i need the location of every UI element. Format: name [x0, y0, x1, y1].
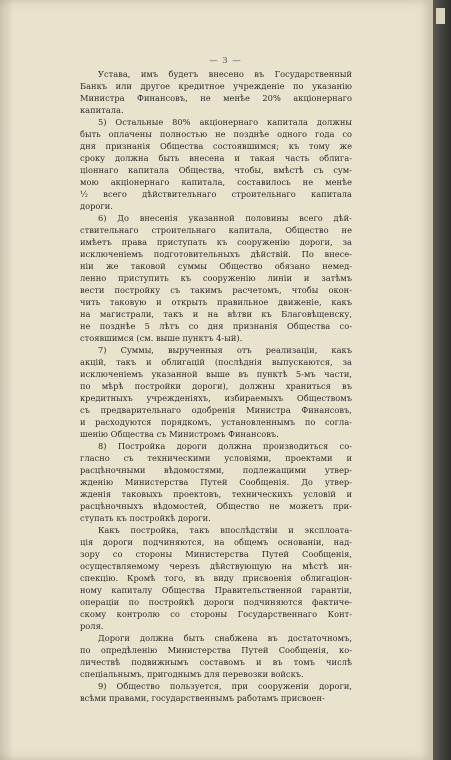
body-text — [80, 68, 352, 704]
text-line: и расходуются порядкомъ, установленнымъ по согла- — [80, 417, 352, 427]
text-line: исключеніемъ подготовительныхъ дѣйствій. По внесе- — [80, 249, 352, 259]
text-line: по опредѣленію Министерства Путей Сообщенія, ко- — [80, 645, 352, 655]
text-line: ленно приступить къ сооруженію линіи и затѣмъ — [80, 273, 352, 283]
text-line: спекцію. Кромѣ того, въ виду присвоенія облигаціон- — [80, 573, 352, 583]
text-line: ціоннаго капитала Общества, чтобы, вмѣстѣ съ сум- — [80, 165, 352, 175]
page-number: — 3 — — [209, 56, 242, 66]
text-line: дороги. — [80, 201, 113, 211]
paragraph — [80, 344, 352, 440]
text-line: расцѣночныхъ вѣдомостей, Общество не можетъ при- — [80, 501, 352, 511]
text-line: Какъ постройка, такъ впослѣдствіи и эксплоата- — [98, 525, 352, 535]
text-line: 6) До внесенія указанной половины всего дѣй- — [98, 213, 352, 223]
text-line: исключеніемъ указанной выше въ пунктѣ 5-мъ части, — [80, 369, 352, 379]
text-line: ½ всего дѣйствительнаго строительнаго капитала — [80, 189, 352, 199]
paragraph — [80, 116, 352, 212]
text-line: шенію Общества съ Министромъ Финансовъ. — [80, 429, 279, 439]
text-line: имѣетъ права приступать къ сооруженію дороги, за — [80, 237, 352, 247]
text-line: ніи же таковой суммы Общество обязано немед- — [80, 261, 352, 271]
text-line: ствительнаго строительнаго капитала, Общество не — [80, 225, 352, 235]
text-line: дня признанія Общества состоявшимся; къ тому же — [80, 141, 352, 151]
text-line: стоявшимся (см. выше пунктъ 4-ый). — [80, 333, 243, 343]
text-line: 8) Постройка дороги должна производиться со- — [98, 441, 352, 451]
text-line: кредитныхъ учрежденіяхъ, избираемыхъ Обществомъ — [80, 393, 352, 403]
text-line: сроку должна быть внесена и такая часть облига- — [80, 153, 352, 163]
paragraph — [80, 212, 352, 344]
text-line: быть оплачены полностью не позднѣе одного года со — [80, 129, 352, 139]
text-line: ступать къ постройкѣ дороги. — [80, 513, 211, 523]
text-line: Уставa, имъ будетъ внесено въ Государственный — [98, 69, 352, 79]
text-line: роля. — [80, 621, 104, 631]
text-line: скому контролю со стороны Государственнаго Конт- — [80, 609, 352, 619]
text-line: по мѣрѣ постройки дороги), должны храниться въ — [80, 381, 352, 391]
book-edge — [433, 0, 451, 760]
text-line: зору со стороны Министерства Путей Сообщенія, — [80, 549, 352, 559]
paragraph — [80, 68, 352, 116]
text-line: 7) Суммы, вырученныя отъ реализаціи, какъ — [98, 345, 352, 355]
text-line: ція дороги подчиняются, на общемъ основаніи, над- — [80, 537, 352, 547]
text-line: личествѣ подвижнымъ составомъ и въ томъ числѣ — [80, 657, 352, 667]
text-line: 5) Остальные 80% акціонернаго капитала должны — [98, 117, 352, 127]
page-gutter-shadow — [0, 0, 14, 760]
text-line: Министра Финансовъ, не менѣе 20% акціонернаго — [80, 93, 352, 103]
text-line: всѣми правами, государственнымъ работамъ присвоен- — [80, 693, 325, 703]
text-line: мою акціонернаго капитала, составилось не менѣе — [80, 177, 352, 187]
text-line: спеціальнымъ, пригоднымъ для перевозки войскъ. — [80, 669, 304, 679]
text-line: вести постройку съ такимъ расчетомъ, чтобы окон- — [80, 285, 352, 295]
paragraph — [80, 680, 352, 704]
text-line: Банкъ или другое кредитное учрежденіе по указанію — [80, 81, 352, 91]
text-line: ному капиталу Общества Правительственной гарантіи, — [80, 585, 352, 595]
text-line: Дороги должна быть снабжена въ достаточномъ, — [98, 633, 352, 643]
text-line: на магистрали, такъ и на вѣтви къ Благовѣщенску, — [80, 309, 352, 319]
text-line: не позднѣе 5 лѣтъ со дня признанія Общества со- — [80, 321, 352, 331]
text-line: осуществляемому черезъ дѣйствующую на мѣстѣ ин- — [80, 561, 352, 571]
text-line: съ предварительнаго одобренія Министра Финансовъ, — [80, 405, 352, 415]
text-line: акцій, такъ и облигацій (послѣднія выпускаются, за — [80, 357, 352, 367]
text-line: расцѣночными вѣдомостями, подлежащими утвер- — [80, 465, 352, 475]
page-edge-tab — [436, 8, 445, 24]
text-line: капитала. — [80, 105, 124, 115]
paragraph — [80, 632, 352, 680]
paragraph — [80, 440, 352, 524]
text-line: 9) Общество пользуется, при сооруженіи дороги, — [98, 681, 352, 691]
paragraph — [80, 524, 352, 632]
text-line: жденію Министерства Путей Сообщенія. До утвер- — [80, 477, 352, 487]
text-line: жденія таковыхъ проектовъ, техническихъ условій и — [80, 489, 352, 499]
text-line: чить таковую и открыть правильное движеніе, какъ — [80, 297, 352, 307]
text-line: гласно съ техническими условіями, проектами и — [80, 453, 352, 463]
text-line: операціи по постройкѣ дороги подчиняются фактиче- — [80, 597, 352, 607]
